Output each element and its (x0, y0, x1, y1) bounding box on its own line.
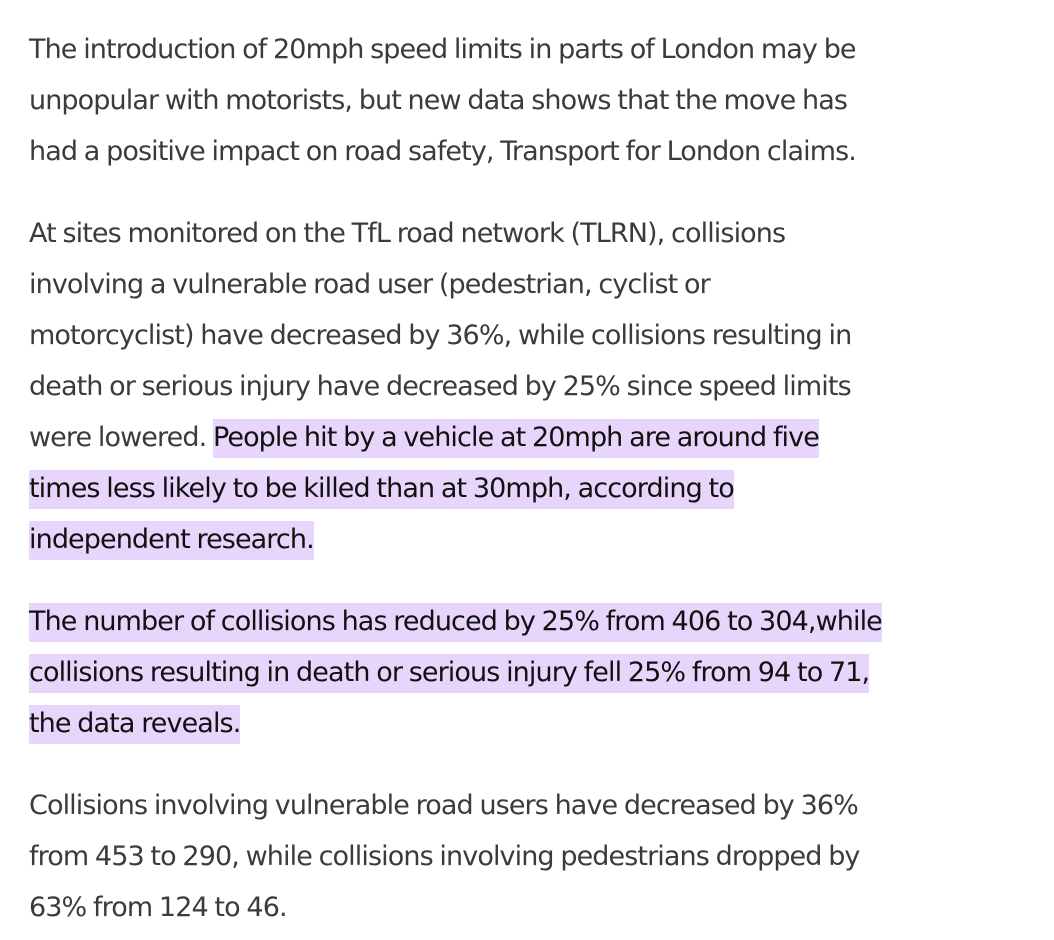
text-line: At sites monitored on the TfL road network (TLRN), collisions (29, 218, 786, 249)
text-line: from 453 to 290, while collisions involving pedestrians dropped by (29, 841, 860, 872)
paragraph-vulnerable-users (29, 780, 1039, 933)
text-line-highlighted (29, 647, 1039, 698)
highlighted-text: collisions resulting in death or serious injury fell 25% from 94 to 71, (29, 654, 869, 693)
plain-text: were lowered. (29, 422, 213, 453)
text-line: motorcyclist) have decreased by 36%, while collisions resulting in (29, 320, 852, 351)
text-line: 63% from 124 to 46. (29, 892, 287, 923)
text-line-highlighted (29, 698, 1039, 749)
highlighted-text: The number of collisions has reduced by 25% from 406 to 304,while (29, 603, 882, 642)
article-body (29, 24, 1039, 933)
paragraph-tlrn-sites (29, 208, 1039, 565)
text-line: unpopular with motorists, but new data shows that the move has (29, 85, 848, 116)
text-line: death or serious injury have decreased by 25% since speed limits (29, 371, 851, 402)
text-line-highlighted (29, 596, 1039, 647)
highlighted-text: times less likely to be killed than at 30mph, according to (29, 470, 734, 509)
text-line-highlighted (29, 514, 1039, 565)
highlighted-text: independent research. (29, 521, 314, 560)
text-line-mixed (29, 412, 1039, 463)
highlighted-text: the data reveals. (29, 705, 240, 744)
text-line: The introduction of 20mph speed limits in parts of London may be (29, 34, 856, 65)
highlighted-text: People hit by a vehicle at 20mph are around five (213, 419, 819, 458)
text-line: Collisions involving vulnerable road users have decreased by 36% (29, 790, 858, 821)
text-line: had a positive impact on road safety, Transport for London claims. (29, 136, 856, 167)
text-line-highlighted (29, 463, 1039, 514)
text-line: involving a vulnerable road user (pedestrian, cyclist or (29, 269, 710, 300)
paragraph-collisions-reduced (29, 596, 1039, 749)
paragraph-intro (29, 24, 1039, 177)
